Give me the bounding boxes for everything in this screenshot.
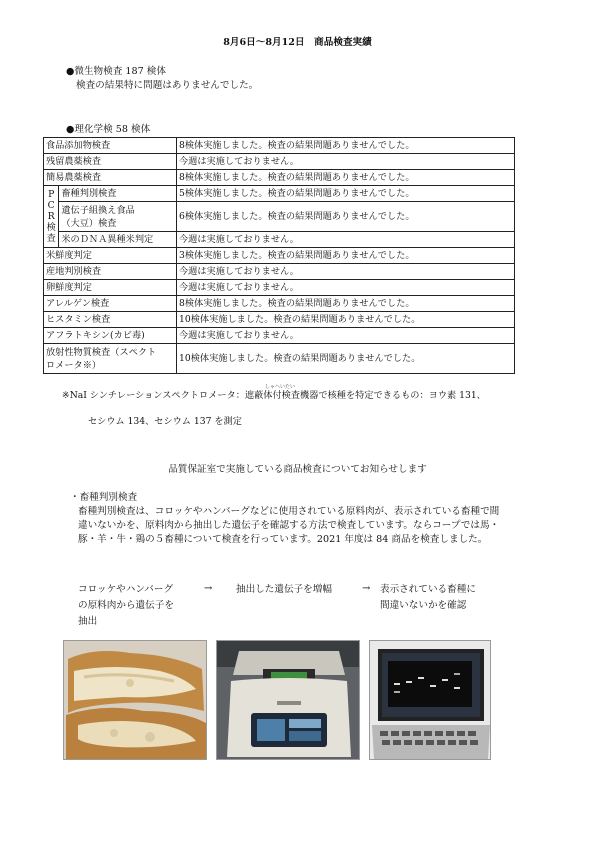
note-line1: ※NaI シンチレーションスペクトロメータ：遮蔽体付検査機器で核種を特定できるもの：ヨウ素 131、 bbox=[62, 390, 486, 401]
test-name: 食品添加物検査 bbox=[44, 138, 177, 154]
species-line3: 豚・羊・牛・鶏の５畜種について検査を行っています。2021 年度は 84 商品を検査しました。 bbox=[78, 534, 488, 545]
test-name: 卵鮮度判定 bbox=[44, 280, 177, 296]
results-table bbox=[43, 137, 515, 374]
test-result: 8検体実施しました。検査の結果問題ありませんでした。 bbox=[177, 296, 515, 312]
test-result: 8検体実施しました。検査の結果問題ありませんでした。 bbox=[177, 170, 515, 186]
table-row bbox=[44, 312, 515, 328]
test-name-line1: 放射性物質検査（スペクト bbox=[46, 346, 157, 358]
arrow-icon: → bbox=[362, 583, 371, 594]
pcr-machine-photo bbox=[216, 640, 360, 760]
test-result: 3検体実施しました。検査の結果問題ありませんでした。 bbox=[177, 248, 515, 264]
test-name: 畜種判別検査 bbox=[59, 186, 177, 202]
test-result: 今週は実施しておりません。 bbox=[177, 280, 515, 296]
arrow-icon: → bbox=[204, 583, 213, 594]
announcement: 品質保証室で実施している商品検査についてお知らせします bbox=[168, 464, 427, 475]
test-result: 今週は実施しておりません。 bbox=[177, 232, 515, 248]
test-name: 米鮮度判定 bbox=[44, 248, 177, 264]
table-row bbox=[44, 296, 515, 312]
flow-step3-line1: 表示されている畜種に bbox=[380, 584, 476, 595]
test-result: 5検体実施しました。検査の結果問題ありませんでした。 bbox=[177, 186, 515, 202]
test-name: ヒスタミン検査 bbox=[44, 312, 177, 328]
table-row bbox=[44, 264, 515, 280]
table-row bbox=[44, 138, 515, 154]
species-line1: 畜種判別検査は、コロッケやハンバーグなどに使用されている原料肉が、表示されている畜種で間 bbox=[78, 506, 500, 517]
micro-heading: ●微生物検査 187 検体 bbox=[66, 66, 166, 77]
test-result: 10検体実施しました。検査の結果問題ありませんでした。 bbox=[177, 312, 515, 328]
table-row bbox=[44, 202, 515, 232]
test-result: 8検体実施しました。検査の結果問題ありませんでした。 bbox=[177, 138, 515, 154]
micro-body: 検査の結果特に問題はありませんでした。 bbox=[76, 80, 259, 91]
table-row bbox=[44, 248, 515, 264]
test-result: 6検体実施しました。検査の結果問題ありませんでした。 bbox=[177, 202, 515, 232]
ruby-annotation: しゃへいたい bbox=[265, 384, 296, 390]
test-name-line2: （大豆）検査 bbox=[61, 217, 117, 229]
test-name: 簡易農薬検査 bbox=[44, 170, 177, 186]
flow-step1-line3: 抽出 bbox=[78, 616, 98, 627]
test-name: 産地判別検査 bbox=[44, 264, 177, 280]
note-line2: セシウム 134、セシウム 137 を測定 bbox=[88, 416, 242, 427]
test-name bbox=[44, 344, 177, 374]
table-row bbox=[44, 344, 515, 374]
flow-step1-line2: の原料肉から遺伝子を bbox=[78, 600, 174, 611]
test-result: 今週は実施しておりません。 bbox=[177, 264, 515, 280]
test-name: 残留農薬検査 bbox=[44, 154, 177, 170]
table-row bbox=[44, 186, 515, 202]
laptop-gel-photo bbox=[369, 640, 491, 760]
test-name: アレルゲン検査 bbox=[44, 296, 177, 312]
table-row bbox=[44, 232, 515, 248]
pcr-group-label bbox=[44, 186, 59, 248]
species-line2: 違いないかを、原料肉から抽出した遺伝子を確認する方法で検査しています。ならコープでは馬・ bbox=[78, 520, 500, 531]
pcr-label-vertical: P C R 検 査 bbox=[46, 189, 56, 244]
test-result: 今週は実施しておりません。 bbox=[177, 154, 515, 170]
species-heading: ・畜種判別検査 bbox=[70, 492, 138, 503]
flow-step3-line2: 間違いないかを確認 bbox=[380, 600, 467, 611]
test-name-line1: 遺伝子組換え食品 bbox=[61, 204, 135, 216]
table-row bbox=[44, 328, 515, 344]
physchem-heading: ●理化学検 58 検体 bbox=[66, 124, 151, 135]
table-row bbox=[44, 170, 515, 186]
flow-step2: 抽出した遺伝子を増幅 bbox=[236, 584, 332, 595]
test-name bbox=[59, 202, 177, 232]
croquette-photo bbox=[63, 640, 207, 760]
flow-step1-line1: コロッケやハンバーグ bbox=[78, 584, 174, 595]
test-name: アフラトキシン(カビ毒) bbox=[44, 328, 177, 344]
test-result: 今週は実施しておりません。 bbox=[177, 328, 515, 344]
test-result: 10検体実施しました。検査の結果問題ありませんでした。 bbox=[177, 344, 515, 374]
table-row bbox=[44, 154, 515, 170]
test-name-line2: ロメータ※） bbox=[46, 359, 102, 371]
test-name: 米のＤＮＡ異種米判定 bbox=[59, 232, 177, 248]
table-row bbox=[44, 280, 515, 296]
page-title: 8月6日～8月12日 商品検査実績 bbox=[223, 37, 372, 48]
